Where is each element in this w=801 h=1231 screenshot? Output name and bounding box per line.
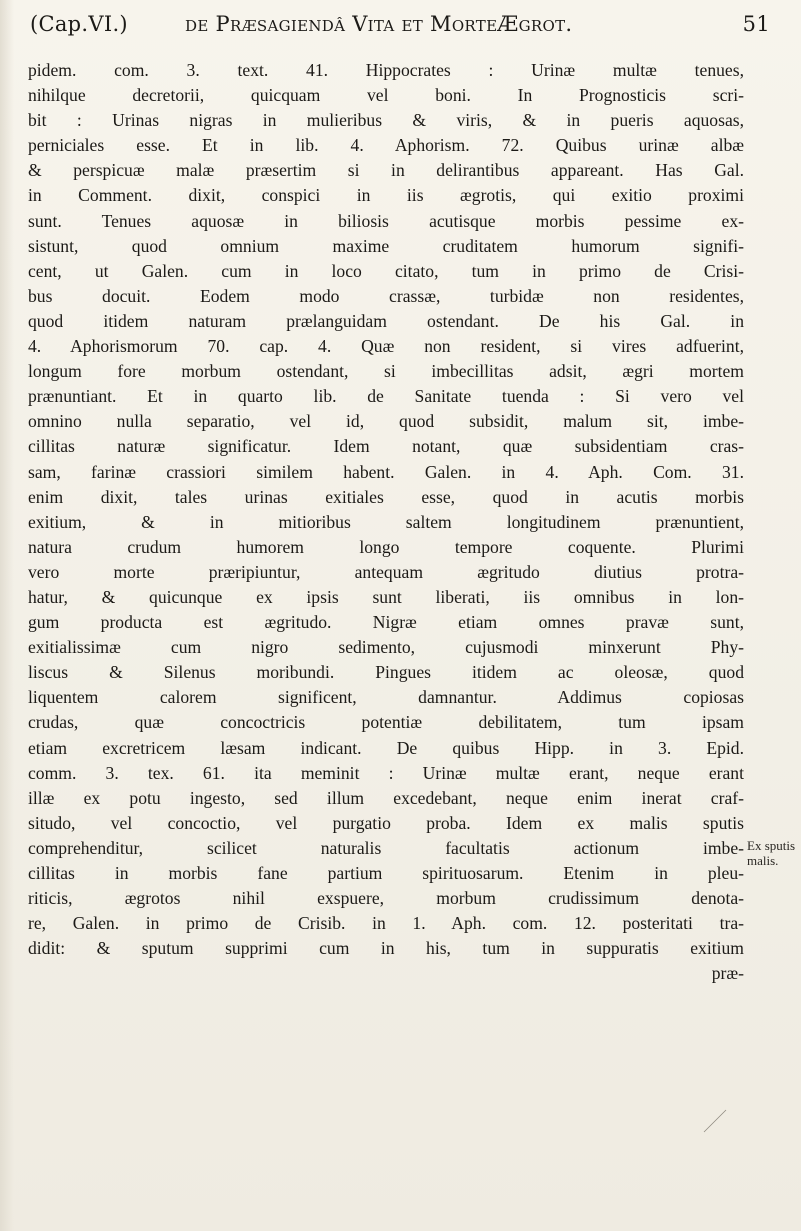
text-line: cillitas naturæ significatur. Idem notant, quæ subsidentiam cras- xyxy=(28,436,744,457)
text-line: omnino nulla separatio, vel id, quod subsidit, malum sit, imbe- xyxy=(28,411,744,432)
text-line: cillitas in morbis fane partium spirituosarum. Etenim in pleu- xyxy=(28,863,744,883)
text-line: sistunt, quod omnium maxime cruditatem humorum signifi- xyxy=(28,235,744,256)
text-line: situdo, vel concoctio, vel purgatio proba. Idem ex malis sputis xyxy=(28,812,744,833)
text-line: quod itidem naturam prælanguidam ostendant. De his Gal. in xyxy=(28,310,744,331)
page-number: 51 xyxy=(742,12,770,36)
margin-note-line: malis. xyxy=(747,853,779,868)
text-line: præ- xyxy=(711,963,744,984)
text-line: comprehenditur, scilicet naturalis facultatis actionum imbe- xyxy=(28,837,744,858)
margin-note-line: Ex sputis xyxy=(747,838,796,853)
text-line: riticis, ægrotos nihil exspuere, morbum crudissimum denota- xyxy=(28,888,744,909)
text-line: hatur, & quicunque ex ipsis sunt liberati, iis omnibus in lon- xyxy=(28,586,744,607)
text-line: pidem. com. 3. text. 41. Hippocrates : Urinæ multæ tenues, xyxy=(28,60,744,80)
text-line: bus docuit. Eodem modo crassæ, turbidæ non residentes, xyxy=(28,285,744,306)
margin-note xyxy=(747,838,799,868)
text-line: longum fore morbum ostendant, si imbecillitas adsit, ægri mortem xyxy=(28,361,744,382)
text-line: gum producta est ægritudo. Nigræ etiam omnes pravæ sunt, xyxy=(28,612,744,633)
text-line: illæ ex potu ingesto, sed illum excedebant, neque enim inerat craf- xyxy=(28,787,744,808)
text-line: perniciales esse. Et in lib. 4. Aphorism. 72. Quibus urinæ albæ xyxy=(28,135,744,156)
text-line: nihilque decretorii, quicquam vel boni. In Prognosticis scri- xyxy=(28,85,744,106)
main-text-block xyxy=(28,58,744,986)
text-line: in Comment. dixit, conspici in iis ægrotis, qui exitio proximi xyxy=(28,185,744,206)
text-line: crudas, quæ concoctricis potentiæ debilitatem, tum ipsam xyxy=(28,712,744,733)
text-line: & perspicuæ malæ præsertim si in delirantibus appareant. Has Gal. xyxy=(28,160,744,181)
text-line: comm. 3. tex. 61. ita meminit : Urinæ multæ erant, neque erant xyxy=(28,762,744,783)
running-title: de Præsagiendâ Vita et MorteÆgrot. xyxy=(185,12,573,36)
printer-ornament-mark xyxy=(700,1106,730,1136)
text-line: liquentem calorem significent, damnantur. Addimus copiosas xyxy=(28,687,744,708)
running-header xyxy=(30,12,770,48)
text-line: enim dixit, tales urinas exitiales esse, quod in acutis morbis xyxy=(28,486,744,507)
text-line: re, Galen. in primo de Crisib. in 1. Aph. com. 12. posteritati tra- xyxy=(28,913,744,934)
text-line: sunt. Tenues aquosæ in biliosis acutisque morbis pessime ex- xyxy=(28,210,744,231)
text-line: sam, farinæ crassiori similem habent. Galen. in 4. Aph. Com. 31. xyxy=(28,461,744,482)
text-line: liscus & Silenus moribundi. Pingues itidem ac oleosæ, quod xyxy=(28,662,744,683)
text-line: 4. Aphorismorum 70. cap. 4. Quæ non resident, si vires adfuerint, xyxy=(28,336,744,357)
text-line: exitium, & in mitioribus saltem longitudinem prænuntient, xyxy=(28,511,744,532)
text-line: bit : Urinas nigras in mulieribus & viris, & in pueris aquosas, xyxy=(28,110,744,131)
text-line: didit: & sputum supprimi cum in his, tum in suppuratis exitium xyxy=(28,938,744,959)
text-line: etiam excretricem læsam indicant. De quibus Hipp. in 3. Epid. xyxy=(28,737,744,758)
text-line: natura crudum humorem longo tempore coquente. Plurimi xyxy=(28,536,744,557)
page-gutter-shadow xyxy=(0,0,14,1231)
text-line: vero morte præripiuntur, antequam ægritudo diutius protra- xyxy=(28,561,744,582)
chapter-label: (Cap.VI.) xyxy=(30,12,128,36)
text-line: cent, ut Galen. cum in loco citato, tum in primo de Crisi- xyxy=(28,260,744,281)
text-line: exitialissimæ cum nigro sedimento, cujusmodi minxerunt Phy- xyxy=(28,637,744,658)
text-line: prænuntiant. Et in quarto lib. de Sanitate tuenda : Si vero vel xyxy=(28,386,744,407)
